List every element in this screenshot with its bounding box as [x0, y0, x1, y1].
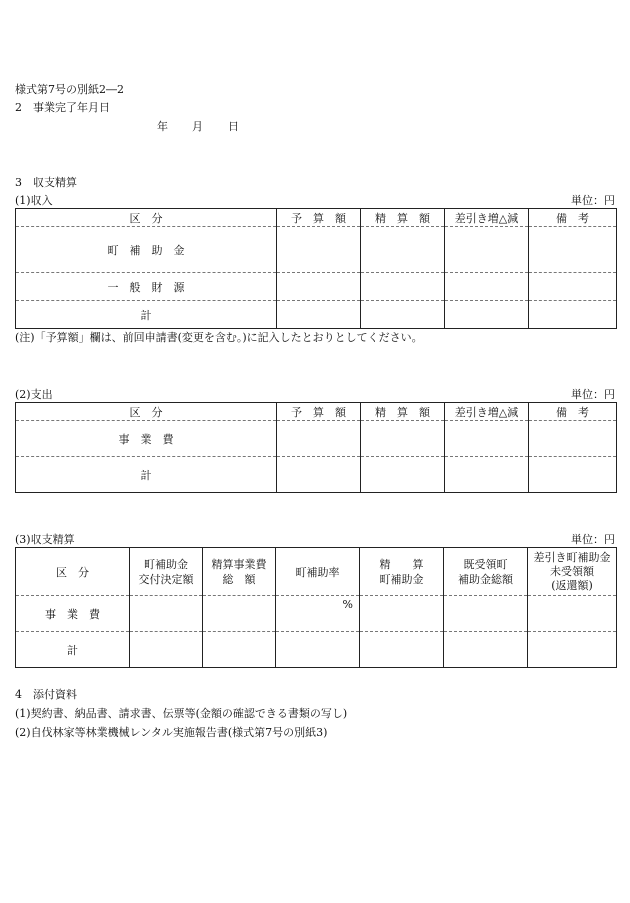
cell-input[interactable] — [445, 227, 529, 273]
cell-input[interactable] — [361, 457, 445, 493]
year-label: 年 — [157, 120, 168, 133]
percent-cell[interactable] — [276, 596, 360, 632]
cell-input[interactable] — [529, 301, 617, 329]
header-budget: 予 算 額 — [277, 403, 361, 421]
header-line: 総 額 — [222, 572, 256, 586]
cell-input[interactable] — [277, 227, 361, 273]
table-row — [16, 457, 617, 493]
cell-input[interactable] — [360, 632, 444, 668]
cell-input[interactable] — [361, 227, 445, 273]
day-label: 日 — [228, 120, 239, 133]
settlement-table — [15, 547, 617, 668]
cell-input[interactable] — [529, 457, 617, 493]
header-line: (返還額) — [551, 578, 593, 592]
header-total-cost — [203, 548, 276, 596]
cell-input[interactable] — [203, 632, 276, 668]
header-line: 補助金総額 — [458, 572, 513, 586]
header-difference: 差引き増△減 — [445, 209, 529, 227]
percent-sign: % — [342, 598, 353, 611]
cell-input[interactable] — [203, 596, 276, 632]
section4-title: 4 添付資料 — [15, 688, 77, 701]
form-id: 様式第7号の別紙2―2 — [15, 83, 124, 96]
table-row — [16, 632, 617, 668]
cell-input[interactable] — [528, 596, 617, 632]
settlement-title: (3)収支精算 — [15, 533, 75, 546]
cell-input[interactable] — [277, 421, 361, 457]
header-subsidy-rate: 町補助率 — [276, 548, 360, 596]
header-settled-subsidy — [360, 548, 444, 596]
row-label-total: 計 — [16, 632, 130, 668]
header-kubun: 区 分 — [16, 548, 130, 596]
header-line: 差引き町補助金 — [533, 550, 611, 564]
row-label-general-funds: 一 般 財 源 — [16, 273, 277, 301]
section2-title: 2 事業完了年月日 — [15, 101, 110, 114]
cell-input[interactable] — [130, 596, 203, 632]
row-label-town-subsidy: 町 補 助 金 — [16, 227, 277, 273]
row-label-total: 計 — [16, 301, 277, 329]
header-received-total — [444, 548, 528, 596]
attachment-item: (1)契約書、納品書、請求書、伝票等(金額の確認できる書類の写し) — [15, 707, 348, 720]
cell-input[interactable] — [529, 421, 617, 457]
cell-input[interactable] — [277, 273, 361, 301]
section3-title: 3 収支精算 — [15, 176, 77, 189]
table-row — [16, 596, 617, 632]
expense-header-row — [16, 403, 617, 421]
income-unit: 単位：円 — [571, 194, 615, 207]
cell-input[interactable] — [445, 421, 529, 457]
cell-input[interactable] — [361, 421, 445, 457]
cell-input[interactable] — [276, 632, 360, 668]
header-difference: 差引き増△減 — [445, 403, 529, 421]
cell-input[interactable] — [277, 457, 361, 493]
header-line: 交付決定額 — [138, 572, 194, 586]
month-label: 月 — [192, 120, 203, 133]
header-decision-amount — [130, 548, 203, 596]
cell-input[interactable] — [360, 596, 444, 632]
row-label-total: 計 — [16, 457, 277, 493]
attachment-item: (2)自伐林家等林業機械レンタル実施報告書(様式第7号の別紙3) — [15, 726, 328, 739]
cell-input[interactable] — [361, 273, 445, 301]
expense-unit: 単位：円 — [571, 388, 615, 401]
table-row — [16, 301, 617, 329]
header-remarks: 備 考 — [529, 403, 617, 421]
cell-input[interactable] — [130, 632, 203, 668]
header-kubun: 区 分 — [16, 403, 277, 421]
header-line: 既受領町 — [463, 557, 508, 571]
header-line: 精算事業費 — [211, 557, 267, 571]
cell-input[interactable] — [277, 301, 361, 329]
income-note: (注)「予算額」欄は、前回申請書(変更を含む。)に記入したとおりとしてください。 — [15, 331, 423, 344]
header-line: 未受領額 — [550, 564, 594, 578]
cell-input[interactable] — [445, 273, 529, 301]
header-line: 町補助金 — [379, 572, 424, 586]
settlement-unit: 単位：円 — [571, 533, 615, 546]
cell-input[interactable] — [529, 227, 617, 273]
table-row — [16, 273, 617, 301]
settlement-header-row — [16, 548, 617, 596]
cell-input[interactable] — [529, 273, 617, 301]
header-line: 町補助金 — [144, 557, 188, 571]
header-budget: 予 算 額 — [277, 209, 361, 227]
cell-input[interactable] — [444, 632, 528, 668]
cell-input[interactable] — [445, 457, 529, 493]
expense-table — [15, 402, 617, 493]
cell-input[interactable] — [444, 596, 528, 632]
cell-input[interactable] — [361, 301, 445, 329]
header-unreceived-balance — [528, 548, 617, 596]
header-remarks: 備 考 — [529, 209, 617, 227]
expense-title: (2)支出 — [15, 388, 53, 401]
income-title: (1)収入 — [15, 194, 53, 207]
header-settled: 精 算 額 — [361, 209, 445, 227]
cell-input[interactable] — [445, 301, 529, 329]
row-label-project-cost: 事 業 費 — [16, 421, 277, 457]
header-kubun: 区 分 — [16, 209, 277, 227]
income-table — [15, 208, 617, 329]
table-row — [16, 227, 617, 273]
cell-input[interactable] — [528, 632, 617, 668]
table-row — [16, 421, 617, 457]
header-settled: 精 算 額 — [361, 403, 445, 421]
header-line: 精 算 — [379, 557, 424, 571]
income-header-row — [16, 209, 617, 227]
row-label-project-cost: 事 業 費 — [16, 596, 130, 632]
